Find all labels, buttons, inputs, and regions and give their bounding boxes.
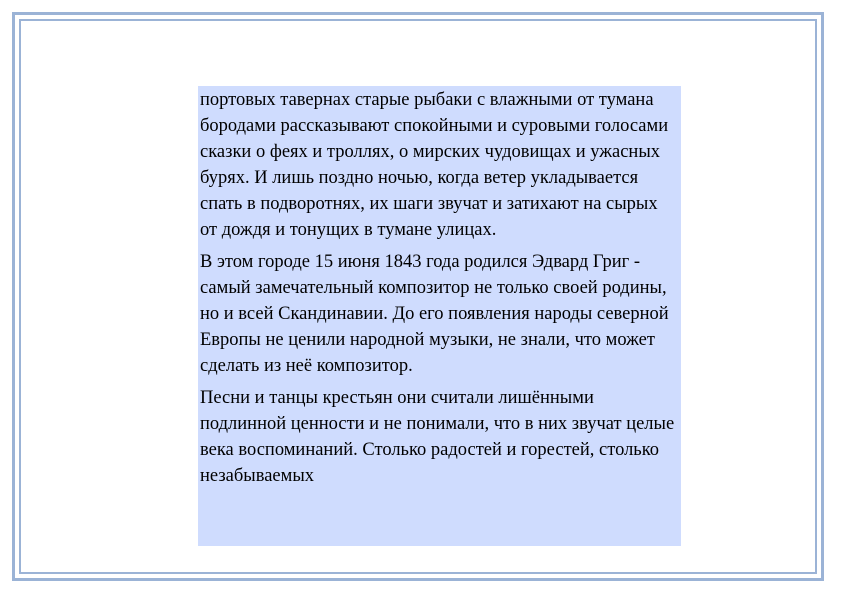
text-block	[198, 86, 681, 546]
paragraph-1: портовых тавернах старые рыбаки с влажными от тумана бородами рассказывают спокойными и суровыми голосами сказки о феях и троллях, о мирских чудовищах и ужасных бурях. И лишь поздно ночью, когда ветер укладывается спать в подворотнях, их шаги звучат и затихают на сырых от дождя и тонущих в тумане улицах.	[200, 90, 669, 240]
paragraph-3: Песни и танцы крестьян они считали лишёнными подлинной ценности и не понимали, что в них звучат целые века воспоминаний. Столько радостей и горестей, столько незабываемых	[200, 388, 675, 486]
paragraph-2: В этом городе 15 июня 1843 года родился Эдвард Григ - самый замечательный композитор не только своей родины, но и всей Скандинавии. До его появления народы северной Европы не ценили народной музыки, не знали, что может сделать из неё композитор.	[200, 252, 669, 376]
